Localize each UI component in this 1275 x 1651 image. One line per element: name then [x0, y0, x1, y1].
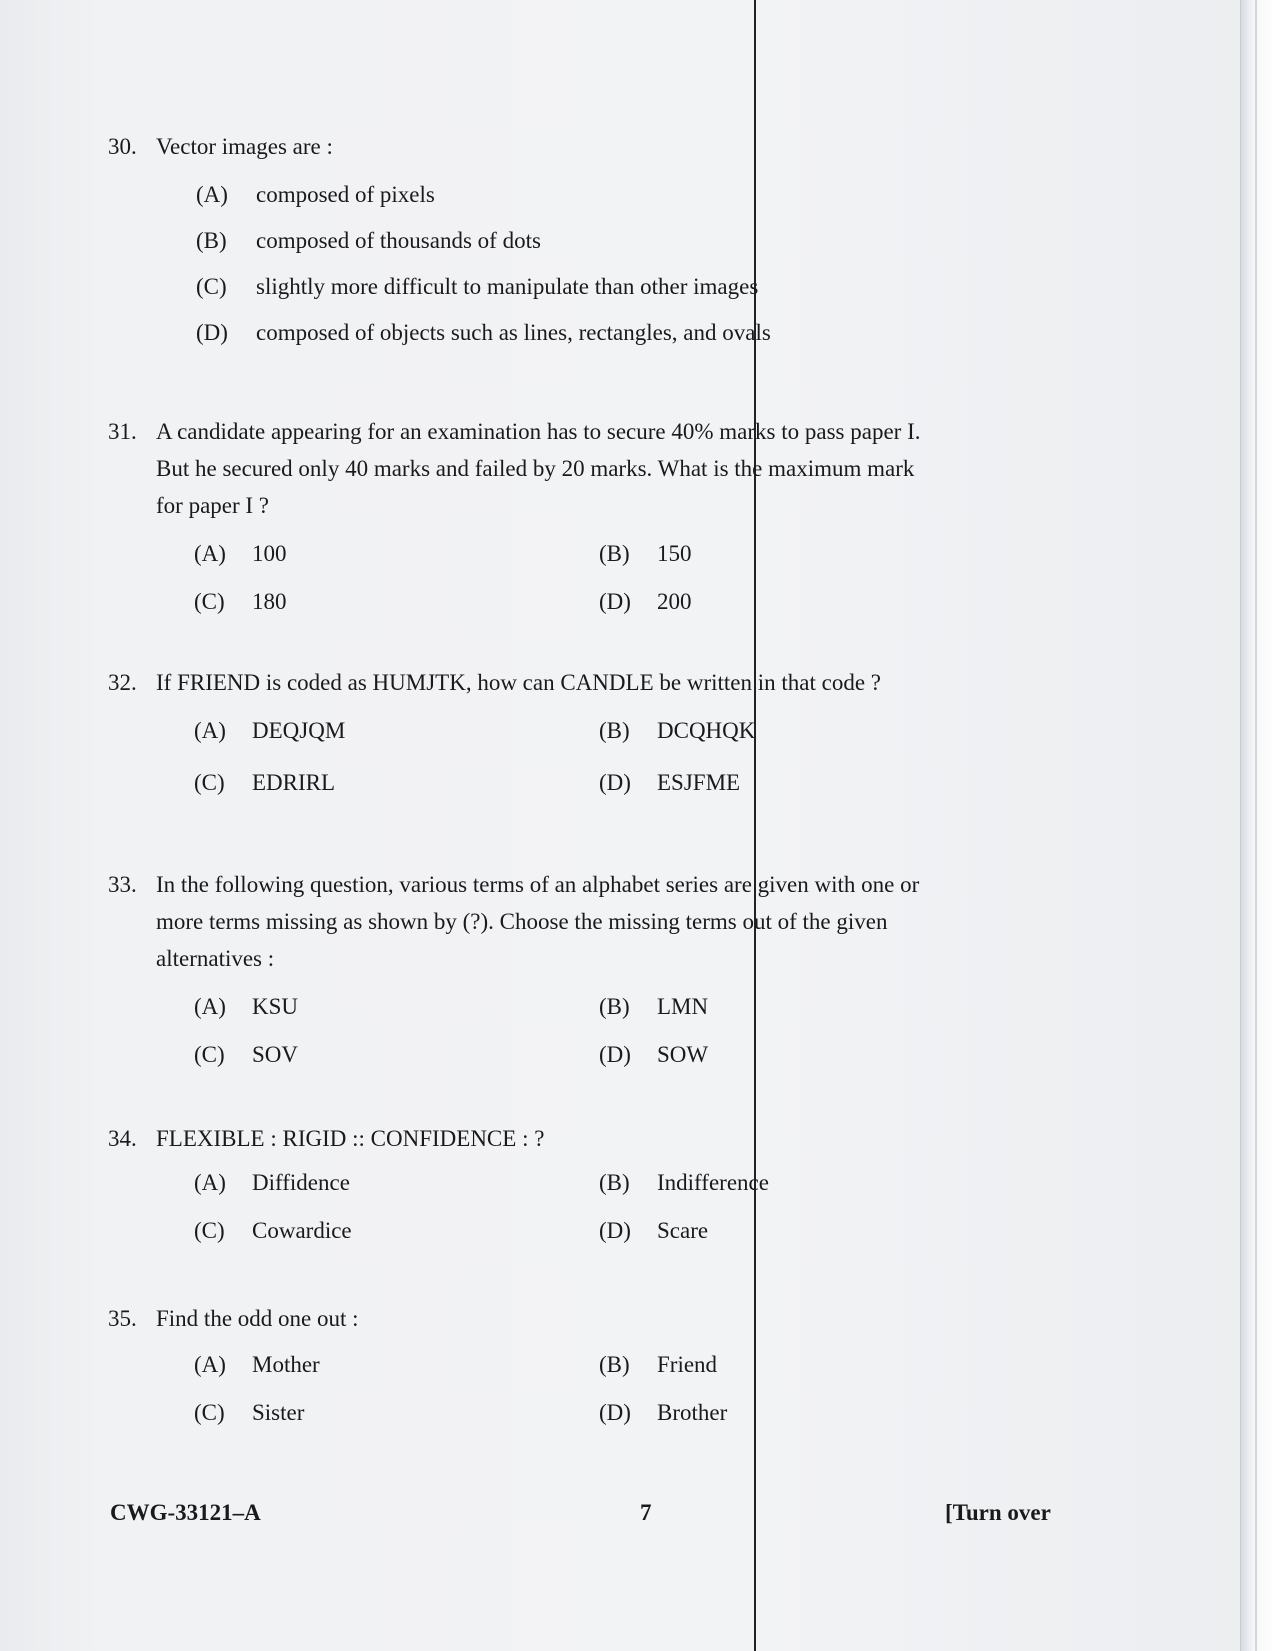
option-a: [194, 1343, 599, 1385]
option-label: (B): [196, 227, 227, 253]
option-label: (D): [599, 588, 631, 614]
option-c: [194, 1391, 599, 1433]
option-label: (A): [194, 540, 226, 566]
option-text: KSU: [252, 993, 299, 1019]
option-b: [599, 532, 979, 574]
question-text-line: alternatives :: [156, 946, 275, 971]
option-d: [599, 1209, 979, 1251]
option-label: (D): [599, 1217, 631, 1243]
question-text: If FRIEND is coded as HUMJTK, how can CANDLE be written in that code ?: [156, 670, 881, 695]
option-c: [196, 263, 938, 309]
option-text: 180: [252, 588, 287, 614]
question-31: [108, 413, 938, 622]
question-text: Find the odd one out :: [156, 1306, 359, 1331]
question-number: 34.: [108, 1126, 137, 1151]
option-d: [599, 761, 979, 803]
option-text: 200: [657, 588, 692, 614]
question-text-line: But he secured only 40 marks and failed by 20 marks. What is the maximum mark: [156, 456, 915, 481]
option-label: (D): [196, 319, 228, 345]
option-label: (B): [599, 717, 630, 743]
question-number: 33.: [108, 872, 137, 897]
option-c: [194, 1209, 599, 1251]
option-label: (C): [194, 588, 225, 614]
option-a: [196, 171, 938, 217]
option-a: [194, 532, 599, 574]
option-label: (B): [599, 1351, 630, 1377]
option-a: [194, 985, 599, 1027]
option-c: [194, 580, 599, 622]
option-d: [599, 1033, 979, 1075]
option-text: EDRIRL: [252, 769, 336, 795]
question-number: 35.: [108, 1306, 137, 1331]
option-label: (C): [194, 1399, 225, 1425]
option-d: [196, 309, 938, 355]
option-text: ESJFME: [657, 769, 741, 795]
option-a: [194, 1161, 599, 1203]
paper-edge: [1240, 0, 1275, 1651]
question-number: 30.: [108, 134, 137, 159]
option-text: SOW: [657, 1041, 709, 1067]
option-label: (B): [599, 540, 630, 566]
option-text: slightly more difficult to manipulate than other images: [256, 273, 759, 299]
question-number: 31.: [108, 419, 137, 444]
question-33: [108, 866, 938, 1075]
option-label: (D): [599, 769, 631, 795]
option-label: (C): [194, 769, 225, 795]
option-c: [194, 761, 599, 803]
option-label: (A): [194, 1351, 226, 1377]
option-text: SOV: [252, 1041, 299, 1067]
question-text-line: more terms missing as shown by (?). Choose the missing terms out of the given: [156, 909, 888, 934]
option-text: DEQJQM: [252, 717, 346, 743]
option-a: [194, 709, 599, 751]
option-text: Friend: [657, 1351, 718, 1377]
question-text-line: for paper I ?: [156, 493, 270, 518]
option-b: [196, 217, 938, 263]
option-text: composed of objects such as lines, rectangles, and ovals: [256, 319, 771, 345]
option-text: composed of pixels: [256, 181, 435, 207]
question-32: [108, 664, 938, 803]
option-b: [599, 709, 979, 751]
option-text: Diffidence: [252, 1169, 350, 1195]
option-text: DCQHQK: [657, 717, 756, 743]
question-text: [156, 413, 938, 524]
question-text: Vector images are :: [156, 134, 333, 159]
option-label: (C): [194, 1217, 225, 1243]
question-text: FLEXIBLE : RIGID :: CONFIDENCE : ?: [156, 1126, 545, 1151]
turn-over-label: [Turn over: [945, 1500, 1051, 1525]
question-text-line: A candidate appearing for an examination has to secure 40% marks to pass paper I.: [156, 419, 921, 444]
option-label: (D): [599, 1041, 631, 1067]
paper-code: CWG-33121–A: [110, 1500, 261, 1525]
option-text: Indifference: [657, 1169, 769, 1195]
option-label: (C): [194, 1041, 225, 1067]
question-35: [108, 1300, 938, 1433]
option-c: [194, 1033, 599, 1075]
option-d: [599, 580, 979, 622]
option-d: [599, 1391, 979, 1433]
option-text: 100: [252, 540, 287, 566]
option-text: Mother: [252, 1351, 320, 1377]
question-text-line: In the following question, various terms of an alphabet series are given with one or: [156, 872, 920, 897]
question-34: [108, 1120, 938, 1251]
option-label: (A): [196, 181, 228, 207]
option-text: Scare: [657, 1217, 709, 1243]
option-text: Brother: [657, 1399, 728, 1425]
option-text: Cowardice: [252, 1217, 352, 1243]
option-label: (D): [599, 1399, 631, 1425]
question-number: 32.: [108, 670, 137, 695]
option-b: [599, 1343, 979, 1385]
option-label: (A): [194, 1169, 226, 1195]
option-text: Sister: [252, 1399, 305, 1425]
question-30: [108, 128, 938, 355]
option-b: [599, 1161, 979, 1203]
page-number: 7: [640, 1500, 652, 1525]
option-label: (B): [599, 993, 630, 1019]
option-b: [599, 985, 979, 1027]
option-text: composed of thousands of dots: [256, 227, 541, 253]
question-text: [156, 866, 938, 977]
option-label: (B): [599, 1169, 630, 1195]
option-text: 150: [657, 540, 692, 566]
option-label: (C): [196, 273, 227, 299]
option-label: (A): [194, 717, 226, 743]
option-label: (A): [194, 993, 226, 1019]
option-text: LMN: [657, 993, 709, 1019]
